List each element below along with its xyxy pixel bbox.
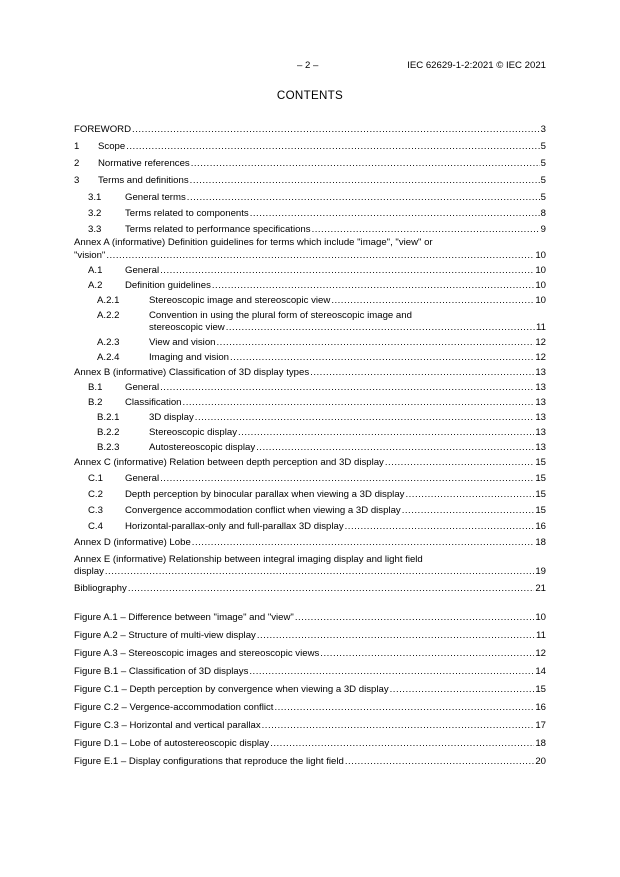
toc-entry-2[interactable]: [74, 158, 546, 169]
document-reference: IEC 62629-1-2:2021 © IEC 2021: [407, 60, 546, 71]
toc-entry-number: 3.3: [88, 224, 102, 235]
toc-entry-label: Stereoscopic image and stereoscopic view: [149, 295, 331, 306]
toc-entry-label: "vision": [74, 250, 106, 261]
toc-entry-label: stereoscopic view: [149, 322, 225, 333]
figure-entry-page: 12: [535, 648, 546, 659]
figure-entry-label: Figure E.1 – Display configurations that reproduce the light field: [74, 756, 344, 767]
toc-entry-b-2-2[interactable]: [74, 427, 546, 438]
page-title: CONTENTS: [276, 89, 344, 102]
toc-entry-label-line1: Annex A (informative) Definition guidelines for terms which include "image", "view" or: [74, 237, 433, 248]
figure-entry-label: Figure C.2 – Vergence-accommodation conflict: [74, 702, 274, 713]
toc-entry-label: General: [125, 382, 160, 393]
toc-entry-number: 2: [74, 158, 80, 169]
toc-entry-page: 11: [536, 322, 546, 333]
figure-entry-a-2[interactable]: [74, 630, 546, 641]
figure-entry-label: Figure C.1 – Depth perception by convergence when viewing a 3D display: [74, 684, 389, 695]
toc-entry-page: 5: [540, 192, 546, 203]
toc-entry-annex-e[interactable]: [74, 554, 546, 577]
toc-entry-label: Terms related to components: [125, 208, 249, 219]
toc-entry-page: 16: [535, 521, 546, 532]
toc-entry-number: A.2.1: [97, 295, 120, 306]
toc-entry-number: A.2.3: [97, 337, 120, 348]
toc-entry-number: A.2.2: [97, 310, 120, 321]
toc-entry-page: 3: [540, 124, 546, 135]
toc-entry-foreword[interactable]: [74, 124, 546, 135]
figure-entry-e-1[interactable]: [74, 756, 546, 767]
toc-entry-a-2[interactable]: [74, 280, 546, 291]
toc-entry-page: 15: [535, 457, 546, 468]
toc-entry-label: General: [125, 265, 160, 276]
toc-entry-a-2-3[interactable]: [74, 337, 546, 348]
toc-entry-number: B.2.3: [97, 442, 120, 453]
toc-entry-page: 8: [540, 208, 546, 219]
toc-entry-label: Scope: [98, 141, 126, 152]
toc-entry-b-1[interactable]: [74, 382, 546, 393]
toc-entry-page: 13: [535, 427, 546, 438]
toc-entry-page: 18: [535, 537, 546, 548]
figure-entry-d-1[interactable]: [74, 738, 546, 749]
toc-entry-page: 10: [535, 295, 546, 306]
toc-entry-c-4[interactable]: [74, 521, 546, 532]
table-of-contents: [74, 124, 546, 767]
toc-entry-label: Autostereoscopic display: [149, 442, 256, 453]
toc-entry-label: Horizontal-parallax-only and full-parallax 3D display: [125, 521, 344, 532]
toc-entry-page: 13: [535, 367, 546, 378]
toc-entry-number: C.4: [88, 521, 103, 532]
toc-entry-label: display: [74, 566, 104, 577]
toc-entry-label: Depth perception by binocular parallax when viewing a 3D display: [125, 489, 405, 500]
toc-entry-3[interactable]: [74, 175, 546, 186]
toc-entry-page: 10: [535, 265, 546, 276]
toc-entry-label: FOREWORD: [74, 124, 132, 135]
toc-entry-c-1[interactable]: [74, 473, 546, 484]
toc-entry-number: C.3: [88, 505, 103, 516]
figure-entry-c-3[interactable]: [74, 720, 546, 731]
toc-entry-a-2-1[interactable]: [74, 295, 546, 306]
toc-entry-number: 1: [74, 141, 80, 152]
toc-entry-label: Definition guidelines: [125, 280, 211, 291]
figure-entry-page: 15: [535, 684, 546, 695]
toc-entry-c-2[interactable]: [74, 489, 546, 500]
toc-entry-a-2-2[interactable]: [74, 310, 546, 333]
toc-entry-label: Terms and definitions: [98, 175, 189, 186]
toc-entry-page: 13: [535, 442, 546, 453]
toc-entry-number: A.1: [88, 265, 103, 276]
toc-entry-page: 5: [540, 158, 546, 169]
toc-entry-page: 15: [535, 489, 546, 500]
figure-entry-label: Figure C.3 – Horizontal and vertical parallax: [74, 720, 261, 731]
figure-entry-label: Figure B.1 – Classification of 3D displays: [74, 666, 249, 677]
toc-entry-page: 19: [535, 566, 546, 577]
toc-entry-page: 13: [535, 397, 546, 408]
toc-entry-b-2-3[interactable]: [74, 442, 546, 453]
figure-entry-page: 20: [535, 756, 546, 767]
toc-entry-label: General terms: [125, 192, 186, 203]
figure-entry-label: Figure A.1 – Difference between "image" and "view": [74, 612, 294, 623]
toc-entry-c-3[interactable]: [74, 505, 546, 516]
toc-entry-label: 3D display: [149, 412, 194, 423]
toc-entry-label: Annex D (informative) Lobe: [74, 537, 191, 548]
toc-entry-label: Stereoscopic display: [149, 427, 237, 438]
toc-entry-label: Classification: [125, 397, 182, 408]
toc-entry-label: Terms related to performance specifications: [125, 224, 311, 235]
toc-entry-page: 10: [535, 280, 546, 291]
toc-entry-3-2[interactable]: [74, 208, 546, 219]
page-number: – 2 –: [297, 60, 319, 71]
toc-entry-number: 3.2: [88, 208, 102, 219]
figure-entry-a-3[interactable]: [74, 648, 546, 659]
figure-entry-c-1[interactable]: [74, 684, 546, 695]
figure-entry-c-2[interactable]: [74, 702, 546, 713]
toc-entry-b-2[interactable]: [74, 397, 546, 408]
toc-entry-page: 15: [535, 473, 546, 484]
toc-entry-b-2-1[interactable]: [74, 412, 546, 423]
toc-entry-page: 9: [540, 224, 546, 235]
figure-entry-label: Figure D.1 – Lobe of autostereoscopic display: [74, 738, 270, 749]
toc-entry-page: 5: [540, 141, 546, 152]
toc-entry-annex-c[interactable]: [74, 457, 546, 468]
toc-entry-bibliography[interactable]: [74, 583, 546, 594]
toc-entry-a-2-4[interactable]: [74, 352, 546, 363]
toc-entry-number: C.1: [88, 473, 103, 484]
toc-entry-page: 12: [535, 352, 546, 363]
toc-entry-page: 10: [535, 250, 546, 261]
toc-entry-number: C.2: [88, 489, 103, 500]
toc-entry-annex-b[interactable]: [74, 367, 546, 378]
toc-entry-number: 3: [74, 175, 80, 186]
toc-entry-number: B.1: [88, 382, 103, 393]
figure-entry-page: 10: [535, 612, 546, 623]
figure-entry-page: 14: [535, 666, 546, 677]
toc-entry-label: Bibliography: [74, 583, 127, 594]
toc-entry-label: Normative references: [98, 158, 190, 169]
toc-entry-page: 15: [535, 505, 546, 516]
list-of-figures: [74, 612, 546, 767]
toc-entry-a-1[interactable]: [74, 265, 546, 276]
toc-entry-label: Annex C (informative) Relation between depth perception and 3D display: [74, 457, 384, 468]
toc-entry-label: General: [125, 473, 160, 484]
toc-entry-page: 13: [535, 382, 546, 393]
toc-entry-page: 12: [535, 337, 546, 348]
figure-entry-a-1[interactable]: [74, 612, 546, 623]
toc-entry-3-1[interactable]: [74, 192, 546, 203]
page-header: [0, 60, 620, 74]
toc-entry-1[interactable]: [74, 141, 546, 152]
toc-entry-label: Imaging and vision: [149, 352, 229, 363]
toc-entry-number: B.2.2: [97, 427, 120, 438]
toc-entry-label: Convergence accommodation conflict when viewing a 3D display: [125, 505, 401, 516]
toc-entry-annex-a[interactable]: [74, 237, 546, 261]
toc-entry-annex-d[interactable]: [74, 537, 546, 548]
toc-entry-number: B.2.1: [97, 412, 120, 423]
toc-entry-label: Annex B (informative) Classification of 3D display types: [74, 367, 310, 378]
toc-entry-number: A.2.4: [97, 352, 120, 363]
figure-entry-page: 16: [535, 702, 546, 713]
toc-entry-number: B.2: [88, 397, 103, 408]
toc-entry-number: 3.1: [88, 192, 102, 203]
figure-entry-page: 11: [536, 630, 546, 641]
toc-entry-page: 13: [535, 412, 546, 423]
figure-entry-page: 18: [535, 738, 546, 749]
toc-entry-label: View and vision: [149, 337, 216, 348]
figure-entry-b-1[interactable]: [74, 666, 546, 677]
figure-entry-page: 17: [535, 720, 546, 731]
toc-entry-page: 5: [540, 175, 546, 186]
figure-entry-label: Figure A.3 – Stereoscopic images and stereoscopic views: [74, 648, 320, 659]
figure-entry-label: Figure A.2 – Structure of multi-view display: [74, 630, 256, 641]
toc-entry-label-line1: Convention in using the plural form of stereoscopic image and: [149, 310, 412, 321]
toc-entry-label-line1: Annex E (informative) Relationship between integral imaging display and light field: [74, 554, 423, 565]
toc-entry-page: 21: [535, 583, 546, 594]
toc-entry-3-3[interactable]: [74, 224, 546, 235]
toc-entry-number: A.2: [88, 280, 103, 291]
